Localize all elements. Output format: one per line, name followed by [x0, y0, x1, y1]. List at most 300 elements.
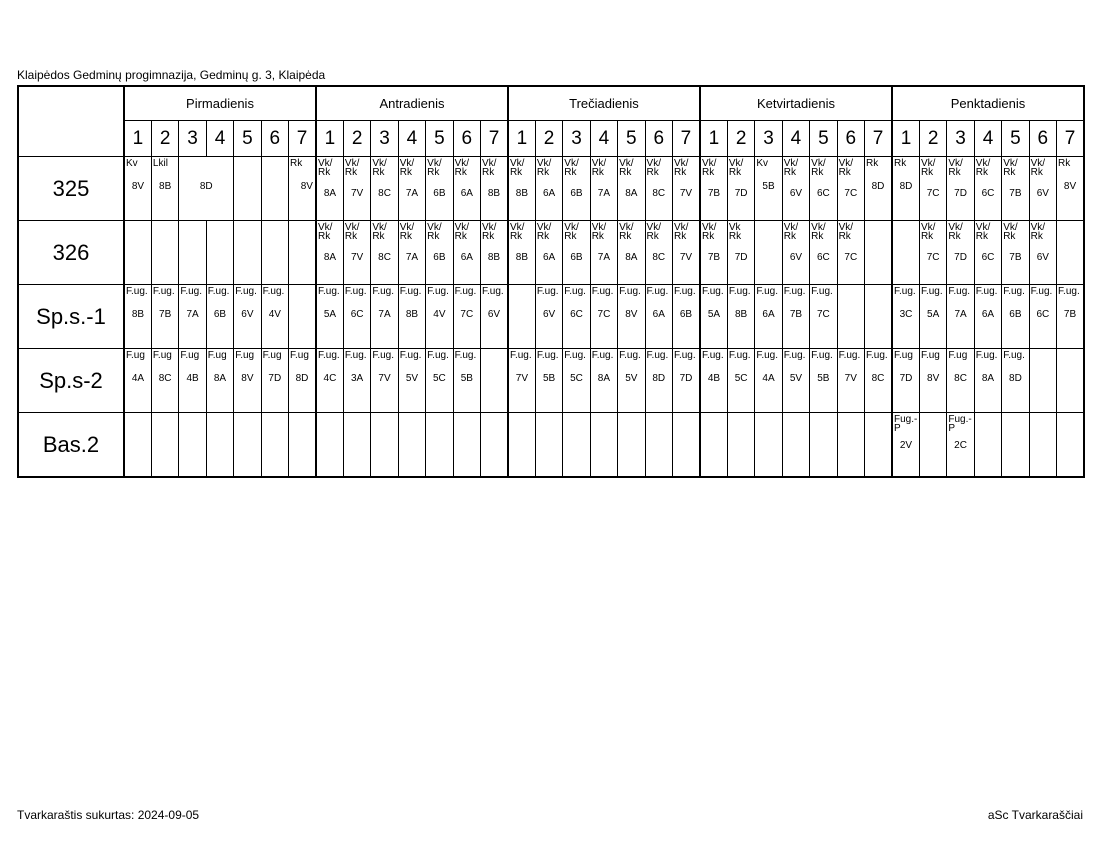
- lesson-cell[interactable]: [727, 349, 754, 413]
- lesson-subject: Vk/ Rk: [372, 158, 387, 178]
- lesson-cell[interactable]: [700, 413, 727, 478]
- lesson-cell[interactable]: [261, 349, 288, 413]
- lesson-cell[interactable]: [919, 157, 946, 221]
- period-number: 7: [672, 121, 700, 157]
- period-number: 2: [535, 121, 562, 157]
- lesson-subject: F.ug.: [811, 286, 833, 297]
- lesson-cell[interactable]: [755, 349, 782, 413]
- lesson-cell[interactable]: [1029, 413, 1056, 478]
- lesson-cell[interactable]: [234, 349, 261, 413]
- lesson-class: 6V: [487, 309, 501, 320]
- lesson-cell[interactable]: [206, 413, 233, 478]
- lesson-subject: Vk/ Rk: [482, 222, 497, 242]
- lesson-class: 8B: [131, 309, 145, 320]
- lesson-cell[interactable]: [1002, 413, 1029, 478]
- lesson-cell[interactable]: [179, 349, 206, 413]
- lesson-cell[interactable]: [289, 349, 316, 413]
- lesson-cell[interactable]: [645, 413, 672, 478]
- lesson-subject: F.ug.: [1003, 350, 1025, 361]
- lesson-subject: Vk/ Rk: [975, 158, 991, 178]
- lesson-cell[interactable]: [371, 349, 398, 413]
- lesson-class: 6B: [213, 309, 227, 320]
- lesson-cell[interactable]: [481, 413, 508, 478]
- lesson-class: 5B: [542, 373, 556, 384]
- lesson-cell[interactable]: [919, 221, 946, 285]
- lesson-cell[interactable]: [837, 413, 864, 478]
- lesson-subject: F.ug.: [180, 286, 203, 297]
- lesson-cell[interactable]: [179, 285, 206, 349]
- lesson-subject: F.ug: [262, 350, 282, 361]
- lesson-subject: Vk/ Rk: [783, 158, 799, 178]
- lesson-cell[interactable]: [124, 349, 151, 413]
- lesson-subject: F.ug.: [756, 350, 778, 361]
- lesson-class: 7C: [460, 309, 474, 320]
- lesson-cell[interactable]: [727, 413, 754, 478]
- lesson-class: 6V: [1036, 188, 1049, 199]
- lesson-cell[interactable]: [234, 157, 261, 221]
- lesson-subject: Vk/ Rk: [591, 158, 607, 178]
- lesson-cell[interactable]: [508, 157, 535, 221]
- lesson-subject: F.ug.: [783, 350, 806, 361]
- lesson-class: 7B: [1063, 309, 1077, 320]
- lesson-cell[interactable]: [672, 413, 700, 478]
- period-number: 7: [1057, 121, 1084, 157]
- lesson-class: 7A: [405, 252, 419, 263]
- lesson-cell[interactable]: [645, 349, 672, 413]
- lesson-class: 4V: [268, 309, 281, 320]
- period-number: 5: [618, 121, 645, 157]
- lesson-cell[interactable]: [234, 413, 261, 478]
- lesson-cell[interactable]: [727, 221, 754, 285]
- lesson-subject: Vk/ Rk: [673, 158, 689, 178]
- lesson-cell[interactable]: [837, 285, 864, 349]
- lesson-class: 7D: [954, 252, 967, 263]
- lesson-cell[interactable]: [261, 221, 288, 285]
- lesson-class: 6C: [981, 252, 995, 263]
- lesson-subject: F.ug.: [701, 286, 724, 297]
- lesson-cell[interactable]: [782, 221, 809, 285]
- lesson-cell[interactable]: [672, 157, 700, 221]
- lesson-cell[interactable]: [672, 221, 700, 285]
- lesson-cell[interactable]: [1057, 413, 1084, 478]
- lesson-subject: Vk/ Rk: [646, 158, 661, 178]
- lesson-cell[interactable]: [316, 157, 343, 221]
- period-number: 4: [590, 121, 617, 157]
- lesson-class: 2V: [899, 440, 913, 451]
- lesson-class: 6C: [981, 188, 995, 199]
- lesson-cell[interactable]: [481, 221, 508, 285]
- lesson-cell[interactable]: [398, 349, 425, 413]
- lesson-cell[interactable]: [919, 285, 946, 349]
- lesson-cell[interactable]: [700, 285, 727, 349]
- lesson-subject: Vk/ Rk: [536, 222, 552, 242]
- lesson-class: 8D: [871, 181, 885, 192]
- lesson-cell[interactable]: [371, 285, 398, 349]
- lesson-class: 8V: [1063, 181, 1077, 192]
- lesson-cell[interactable]: [892, 221, 919, 285]
- lesson-cell[interactable]: [179, 413, 206, 478]
- lesson-cell[interactable]: [206, 221, 233, 285]
- lesson-cell[interactable]: [535, 413, 562, 478]
- lesson-cell[interactable]: [837, 349, 864, 413]
- lesson-cell[interactable]: [151, 413, 178, 478]
- lesson-cell[interactable]: [124, 285, 151, 349]
- lesson-subject: F.ug.: [1030, 286, 1053, 297]
- lesson-subject: Vk/ Rk: [454, 222, 470, 242]
- lesson-cell[interactable]: [151, 285, 178, 349]
- lesson-cell[interactable]: [508, 221, 535, 285]
- lesson-cell[interactable]: [700, 157, 727, 221]
- lesson-cell[interactable]: [1002, 285, 1029, 349]
- lesson-class: 5C: [432, 373, 446, 384]
- lesson-cell[interactable]: [947, 413, 974, 478]
- lesson-cell[interactable]: [1002, 221, 1029, 285]
- lesson-cell[interactable]: [535, 349, 562, 413]
- lesson-cell[interactable]: [535, 221, 562, 285]
- lesson-cell[interactable]: [618, 221, 645, 285]
- lesson-subject: F.ug.: [591, 286, 614, 297]
- lesson-cell[interactable]: [865, 221, 893, 285]
- lesson-class: 7C: [926, 188, 940, 199]
- lesson-cell[interactable]: [672, 349, 700, 413]
- lesson-class: 8V: [625, 309, 638, 320]
- lesson-subject: F.ug.: [427, 350, 449, 361]
- lesson-cell[interactable]: [947, 221, 974, 285]
- brand-label: aSc Tvarkaraščiai: [987, 808, 1083, 822]
- lesson-cell[interactable]: [755, 221, 782, 285]
- lesson-cell[interactable]: [151, 349, 178, 413]
- lesson-class: 7C: [844, 252, 858, 263]
- lesson-cell[interactable]: [453, 285, 480, 349]
- lesson-cell[interactable]: [508, 285, 535, 349]
- lesson-class: 7A: [378, 309, 391, 320]
- day-header: Ketvirtadienis: [700, 86, 892, 121]
- lesson-class: 6V: [241, 309, 254, 320]
- lesson-cell[interactable]: [343, 221, 370, 285]
- lesson-cell[interactable]: [672, 285, 700, 349]
- period-number: 4: [782, 121, 809, 157]
- lesson-cell[interactable]: [947, 285, 974, 349]
- lesson-subject: Rk: [1058, 158, 1071, 169]
- lesson-class: 7V: [351, 188, 364, 199]
- lesson-cell[interactable]: [1057, 221, 1084, 285]
- lesson-subject: Vk/ Rk: [399, 158, 415, 178]
- lesson-subject: F.ug.: [399, 286, 422, 297]
- lesson-cell[interactable]: [343, 285, 370, 349]
- lesson-cell[interactable]: [563, 413, 590, 478]
- lesson-subject: F.ug.: [728, 350, 751, 361]
- lesson-cell[interactable]: [179, 221, 206, 285]
- lesson-cell[interactable]: [865, 413, 893, 478]
- period-number: 3: [563, 121, 590, 157]
- lesson-cell[interactable]: [618, 413, 645, 478]
- lesson-cell[interactable]: [1029, 285, 1056, 349]
- lesson-cell[interactable]: [590, 349, 617, 413]
- lesson-class: 7D: [679, 373, 693, 384]
- lesson-cell[interactable]: [618, 157, 645, 221]
- lesson-cell[interactable]: [1057, 157, 1084, 221]
- lesson-cell[interactable]: [453, 157, 480, 221]
- lesson-cell[interactable]: [810, 413, 837, 478]
- lesson-class: 6A: [460, 188, 473, 199]
- lesson-cell[interactable]: [563, 157, 590, 221]
- lesson-cell[interactable]: [810, 349, 837, 413]
- lesson-class: 7D: [954, 188, 967, 199]
- lesson-cell[interactable]: [919, 413, 946, 478]
- lesson-cell[interactable]: [426, 157, 453, 221]
- lesson-cell[interactable]: [289, 221, 316, 285]
- lesson-cell[interactable]: [947, 349, 974, 413]
- lesson-class: 5C: [570, 373, 583, 384]
- lesson-cell[interactable]: [535, 157, 562, 221]
- lesson-cell[interactable]: [782, 413, 809, 478]
- lesson-cell[interactable]: [426, 349, 453, 413]
- lesson-class: 6A: [460, 252, 473, 263]
- lesson-cell[interactable]: [1029, 157, 1056, 221]
- lesson-subject: F.ug.: [235, 286, 257, 297]
- lesson-class: 6V: [542, 309, 556, 320]
- lesson-cell[interactable]: [974, 221, 1001, 285]
- lesson-subject: Rk: [290, 158, 303, 169]
- lesson-cell[interactable]: [261, 157, 288, 221]
- lesson-cell[interactable]: [782, 157, 809, 221]
- lesson-cell[interactable]: [1029, 349, 1056, 413]
- period-number: 7: [289, 121, 316, 157]
- lesson-class: 5V: [789, 373, 803, 384]
- lesson-cell[interactable]: [810, 157, 837, 221]
- lesson-cell[interactable]: [865, 285, 893, 349]
- period-number: 5: [810, 121, 837, 157]
- lesson-cell[interactable]: [234, 221, 261, 285]
- lesson-subject: Rk: [866, 158, 879, 169]
- lesson-cell[interactable]: [837, 221, 864, 285]
- lesson-subject: F.ug: [126, 350, 145, 361]
- lesson-class: 6A: [542, 252, 556, 263]
- lesson-subject: F.ug.: [920, 286, 943, 297]
- lesson-cell[interactable]: [755, 413, 782, 478]
- lesson-class: 7D: [899, 373, 913, 384]
- lesson-cell[interactable]: [343, 413, 370, 478]
- lesson-cell[interactable]: [563, 221, 590, 285]
- lesson-cell[interactable]: [316, 221, 343, 285]
- lesson-cell[interactable]: [947, 157, 974, 221]
- lesson-subject: F.ug: [180, 350, 200, 361]
- period-number: 2: [151, 121, 178, 157]
- lesson-cell[interactable]: [892, 285, 919, 349]
- lesson-cell[interactable]: [563, 349, 590, 413]
- lesson-cell[interactable]: [289, 285, 316, 349]
- lesson-cell[interactable]: [810, 285, 837, 349]
- lesson-cell[interactable]: [453, 221, 480, 285]
- lesson-cell[interactable]: [426, 413, 453, 478]
- lesson-subject: Vk/ Rk: [344, 222, 360, 242]
- period-number: 3: [371, 121, 398, 157]
- lesson-cell[interactable]: [206, 285, 233, 349]
- lesson-cell[interactable]: [892, 349, 919, 413]
- lesson-class: 5A: [323, 309, 337, 320]
- lesson-cell[interactable]: [289, 157, 316, 221]
- lesson-cell[interactable]: [124, 221, 151, 285]
- lesson-cell[interactable]: [974, 285, 1001, 349]
- lesson-class: 2C: [954, 440, 967, 451]
- lesson-cell[interactable]: [700, 349, 727, 413]
- lesson-subject: Kv: [756, 158, 768, 169]
- lesson-subject: F.ug.: [454, 286, 477, 297]
- room-label: Bas.2: [18, 413, 124, 478]
- lesson-cell[interactable]: [727, 157, 754, 221]
- lesson-cell[interactable]: [398, 413, 425, 478]
- lesson-subject: F.ug: [290, 350, 309, 361]
- lesson-cell[interactable]: [974, 413, 1001, 478]
- lesson-cell[interactable]: [453, 413, 480, 478]
- lesson-subject: F.ug.: [619, 286, 641, 297]
- lesson-cell[interactable]: [481, 157, 508, 221]
- lesson-cell[interactable]: [1029, 221, 1056, 285]
- lesson-class: 8B: [515, 188, 529, 199]
- lesson-subject: Vk/ Rk: [317, 222, 333, 242]
- lesson-subject: F.ug.: [646, 286, 669, 297]
- lesson-cell[interactable]: [645, 285, 672, 349]
- lesson-cell[interactable]: [1057, 285, 1084, 349]
- lesson-cell[interactable]: [590, 157, 617, 221]
- lesson-class: 8D: [295, 373, 309, 384]
- lesson-subject: Vk/ Rk: [838, 158, 854, 178]
- lesson-cell[interactable]: [919, 349, 946, 413]
- lesson-cell[interactable]: [1057, 349, 1084, 413]
- lesson-class: 8C: [652, 188, 666, 199]
- lesson-cell[interactable]: [481, 349, 508, 413]
- lesson-class: 8A: [597, 373, 611, 384]
- period-number: 5: [426, 121, 453, 157]
- lesson-class: 6B: [570, 188, 583, 199]
- lesson-cell[interactable]: [837, 157, 864, 221]
- lesson-subject: Vk/ Rk: [564, 222, 579, 242]
- room-label: 325: [18, 157, 124, 221]
- lesson-subject: F.ug.: [948, 286, 971, 297]
- lesson-cell[interactable]: [371, 413, 398, 478]
- lesson-cell[interactable]: [371, 157, 398, 221]
- lesson-class: 4B: [707, 373, 721, 384]
- lesson-class: 8B: [405, 309, 419, 320]
- lesson-cell[interactable]: [398, 221, 425, 285]
- lesson-cell[interactable]: [865, 349, 893, 413]
- lesson-cell[interactable]: [398, 157, 425, 221]
- created-date: Tvarkaraštis sukurtas: 2024-09-05: [17, 808, 200, 822]
- period-number: 4: [206, 121, 233, 157]
- lesson-cell[interactable]: [124, 413, 151, 478]
- lesson-subject: Vk/ Rk: [1003, 158, 1018, 178]
- lesson-cell[interactable]: [453, 349, 480, 413]
- lesson-class: 8B: [515, 252, 529, 263]
- lesson-cell[interactable]: [151, 157, 178, 221]
- lesson-cell[interactable]: [343, 157, 370, 221]
- lesson-cell[interactable]: [974, 349, 1001, 413]
- lesson-cell[interactable]: [124, 157, 151, 221]
- lesson-class: 8D: [1009, 373, 1022, 384]
- lesson-cell[interactable]: [700, 221, 727, 285]
- lesson-subject: F.ug.: [975, 286, 998, 297]
- lesson-cell[interactable]: [535, 285, 562, 349]
- lesson-cell[interactable]: [316, 285, 343, 349]
- lesson-cell[interactable]: [289, 413, 316, 478]
- lesson-cell[interactable]: [590, 285, 617, 349]
- lesson-class: 7V: [679, 252, 693, 263]
- lesson-class: 7A: [954, 309, 967, 320]
- lesson-cell[interactable]: [782, 285, 809, 349]
- lesson-subject: Vk/ Rk: [948, 158, 963, 178]
- lesson-cell[interactable]: [892, 157, 919, 221]
- lesson-class: 7B: [1009, 188, 1022, 199]
- lesson-cell[interactable]: [974, 157, 1001, 221]
- lesson-cell[interactable]: [782, 349, 809, 413]
- lesson-cell[interactable]: [755, 157, 782, 221]
- lesson-cell[interactable]: [261, 285, 288, 349]
- lesson-subject: F.ug.: [564, 286, 586, 297]
- lesson-cell[interactable]: [151, 221, 178, 285]
- lesson-subject: Vk/ Rk: [1030, 222, 1046, 242]
- lesson-class: 8B: [487, 252, 501, 263]
- lesson-cell[interactable]: [618, 349, 645, 413]
- lesson-subject: F.ug.: [482, 286, 504, 297]
- lesson-subject: Vk/ Rk: [591, 222, 607, 242]
- lesson-cell[interactable]: [261, 413, 288, 478]
- lesson-cell[interactable]: [179, 157, 234, 221]
- lesson-cell[interactable]: [426, 221, 453, 285]
- lesson-subject: F.ug.: [564, 350, 586, 361]
- day-header: Trečiadienis: [508, 86, 700, 121]
- lesson-cell[interactable]: [426, 285, 453, 349]
- lesson-subject: Vk/ Rk: [427, 158, 442, 178]
- period-number: 1: [700, 121, 727, 157]
- lesson-cell[interactable]: [727, 285, 754, 349]
- lesson-class: 8A: [323, 188, 337, 199]
- lesson-cell[interactable]: [563, 285, 590, 349]
- lesson-cell[interactable]: [481, 285, 508, 349]
- lesson-cell[interactable]: [316, 349, 343, 413]
- lesson-cell[interactable]: [371, 221, 398, 285]
- lesson-class: 5B: [762, 181, 775, 192]
- lesson-cell[interactable]: [508, 349, 535, 413]
- lesson-class: 4C: [323, 373, 337, 384]
- lesson-cell[interactable]: [1002, 157, 1029, 221]
- lesson-cell[interactable]: [508, 413, 535, 478]
- lesson-cell[interactable]: [755, 285, 782, 349]
- lesson-class: 8B: [159, 181, 172, 192]
- lesson-class: 5A: [707, 309, 721, 320]
- lesson-class: 6B: [570, 252, 583, 263]
- lesson-cell[interactable]: [590, 221, 617, 285]
- lesson-cell[interactable]: [590, 413, 617, 478]
- lesson-cell[interactable]: [1002, 349, 1029, 413]
- lesson-class: 6C: [570, 309, 583, 320]
- lesson-subject: F.ug.: [536, 286, 559, 297]
- lesson-cell[interactable]: [398, 285, 425, 349]
- lesson-cell[interactable]: [645, 221, 672, 285]
- lesson-cell[interactable]: [343, 349, 370, 413]
- lesson-cell[interactable]: [206, 349, 233, 413]
- period-number: 1: [124, 121, 151, 157]
- lesson-cell[interactable]: [892, 413, 919, 478]
- lesson-subject: Vk/ Rk: [372, 222, 387, 242]
- lesson-cell[interactable]: [810, 221, 837, 285]
- lesson-cell[interactable]: [234, 285, 261, 349]
- lesson-cell[interactable]: [618, 285, 645, 349]
- lesson-cell[interactable]: [316, 413, 343, 478]
- lesson-cell[interactable]: [645, 157, 672, 221]
- lesson-subject: F.ug.: [344, 286, 367, 297]
- lesson-subject: F.ug.: [317, 286, 340, 297]
- lesson-cell[interactable]: [865, 157, 893, 221]
